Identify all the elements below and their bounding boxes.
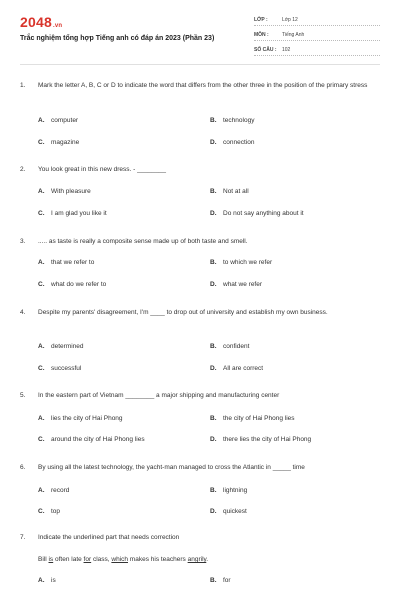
option-text: to which we refer	[223, 259, 273, 266]
meta-count	[254, 45, 380, 56]
option-text: around the city of Hai Phong lies	[51, 436, 145, 443]
option-letter: C.	[38, 436, 45, 443]
meta-value: 102	[282, 47, 291, 53]
header-divider	[20, 64, 380, 65]
option-letter: D.	[210, 436, 217, 443]
question-text: Mark the letter A, B, C or D to indicate the word that differs from the other three in the position of the primary stress	[38, 82, 368, 89]
option-b[interactable]	[210, 187, 249, 197]
meta-value: Tiếng Anh	[282, 32, 305, 38]
meta-subject	[254, 30, 380, 41]
option-b[interactable]	[210, 342, 249, 352]
option-text: for	[223, 577, 231, 584]
option-text: record	[51, 487, 70, 494]
option-a[interactable]	[38, 342, 84, 352]
option-letter: B.	[210, 415, 217, 422]
site-logo[interactable]	[20, 14, 62, 30]
option-letter: A.	[38, 577, 45, 584]
question-sentence	[38, 555, 380, 565]
option-text: that we refer to	[51, 259, 95, 266]
meta-key: SỐ CÂU :	[254, 47, 277, 53]
option-text: there lies the city of Hai Phong	[223, 436, 312, 443]
option-text: magazine	[51, 139, 80, 146]
option-c[interactable]	[38, 209, 107, 219]
option-letter: A.	[38, 188, 45, 195]
option-letter: B.	[210, 487, 217, 494]
question-number: 7.	[20, 534, 26, 541]
option-text: determined	[51, 343, 84, 350]
option-letter: D.	[210, 365, 217, 372]
option-text: quickest	[223, 508, 247, 515]
option-a[interactable]	[38, 414, 123, 424]
meta-value: Lớp 12	[282, 17, 298, 23]
option-letter: D.	[210, 210, 217, 217]
option-text: Not at all	[223, 188, 249, 195]
option-text: computer	[51, 117, 79, 124]
question-text: By using all the latest technology, the yacht-man managed to cross the Atlantic in _____ time	[38, 464, 305, 471]
question-number: 5.	[20, 392, 26, 399]
question-text: Indicate the underlined part that needs correction	[38, 534, 180, 541]
sentence-part: class,	[91, 556, 112, 563]
option-letter: B.	[210, 343, 217, 350]
question-7	[20, 533, 382, 569]
option-a[interactable]	[38, 258, 94, 268]
sentence-part: .	[206, 556, 209, 563]
option-a[interactable]	[38, 116, 78, 126]
option-letter: C.	[38, 281, 45, 288]
question-text: ..... as taste is really a composite sense made up of both taste and smell.	[38, 238, 248, 245]
question-number: 4.	[20, 309, 26, 316]
option-letter: A.	[38, 117, 45, 124]
option-text: I am glad you like it	[51, 210, 107, 217]
option-letter: A.	[38, 487, 45, 494]
option-a[interactable]	[38, 486, 69, 496]
question-number: 3.	[20, 238, 26, 245]
option-letter: C.	[38, 365, 45, 372]
underlined-part-b: for	[83, 556, 92, 563]
option-letter: A.	[38, 343, 45, 350]
logo-suffix: .vn	[52, 23, 63, 29]
option-letter: D.	[210, 508, 217, 515]
underlined-part-d: angrily	[187, 556, 207, 563]
option-b[interactable]	[210, 486, 247, 496]
option-text: lightning	[223, 487, 248, 494]
option-letter: D.	[210, 281, 217, 288]
option-c[interactable]	[38, 364, 81, 374]
underlined-part-a: is	[48, 556, 54, 563]
question-number: 1.	[20, 82, 26, 89]
option-d[interactable]	[210, 435, 311, 445]
option-b[interactable]	[210, 576, 231, 586]
question-text: You look great in this new dress. - ________	[38, 166, 167, 173]
option-text: confident	[223, 343, 250, 350]
option-text: connection	[223, 139, 255, 146]
option-letter: C.	[38, 139, 45, 146]
sentence-part: Bill	[38, 556, 49, 563]
option-text: is	[51, 577, 56, 584]
question-number: 6.	[20, 464, 26, 471]
option-text: top	[51, 508, 61, 515]
option-letter: C.	[38, 210, 45, 217]
meta-key: LỚP :	[254, 17, 268, 23]
option-letter: B.	[210, 117, 217, 124]
option-letter: A.	[38, 415, 45, 422]
option-a[interactable]	[38, 576, 56, 586]
option-b[interactable]	[210, 414, 295, 424]
option-letter: B.	[210, 188, 217, 195]
option-a[interactable]	[38, 187, 91, 197]
option-text: Do not say anything about it	[223, 210, 304, 217]
document-title: Trắc nghiệm tổng hợp Tiếng anh có đáp án 2023 (Phần 23)	[20, 35, 215, 42]
option-text: technology	[223, 117, 255, 124]
option-text: successful	[51, 365, 82, 372]
option-letter: B.	[210, 259, 217, 266]
option-d[interactable]	[210, 138, 254, 148]
meta-key: MÔN :	[254, 32, 269, 38]
option-text: lies the city of Hai Phong	[51, 415, 123, 422]
option-letter: D.	[210, 139, 217, 146]
option-text: With pleasure	[51, 188, 91, 195]
question-text: In the eastern part of Vietnam ________ a major shipping and manufacturing center	[38, 392, 280, 399]
option-b[interactable]	[210, 258, 272, 268]
option-c[interactable]	[38, 507, 60, 517]
option-letter: C.	[38, 508, 45, 515]
question-number: 2.	[20, 166, 26, 173]
option-letter: A.	[38, 259, 45, 266]
logo-text: 2048	[20, 14, 52, 30]
page-header	[0, 0, 400, 62]
question-text: Despite my parents' disagreement, I'm ____ to drop out of university and establish my own business.	[38, 309, 328, 316]
option-c[interactable]	[38, 280, 106, 290]
option-text: what do we refer to	[51, 281, 107, 288]
option-letter: B.	[210, 577, 217, 584]
option-c[interactable]	[38, 435, 145, 445]
option-d[interactable]	[210, 209, 304, 219]
option-text: All are correct	[223, 365, 264, 372]
option-b[interactable]	[210, 116, 254, 126]
option-d[interactable]	[210, 364, 263, 374]
sentence-part: makes his teachers	[128, 556, 188, 563]
option-c[interactable]	[38, 138, 79, 148]
sentence-part: often late	[53, 556, 84, 563]
meta-class	[254, 15, 380, 26]
option-d[interactable]	[210, 280, 262, 290]
underlined-part-c: which	[111, 556, 128, 563]
option-text: what we refer	[223, 281, 263, 288]
option-d[interactable]	[210, 507, 247, 517]
option-text: the city of Hai Phong lies	[223, 415, 295, 422]
